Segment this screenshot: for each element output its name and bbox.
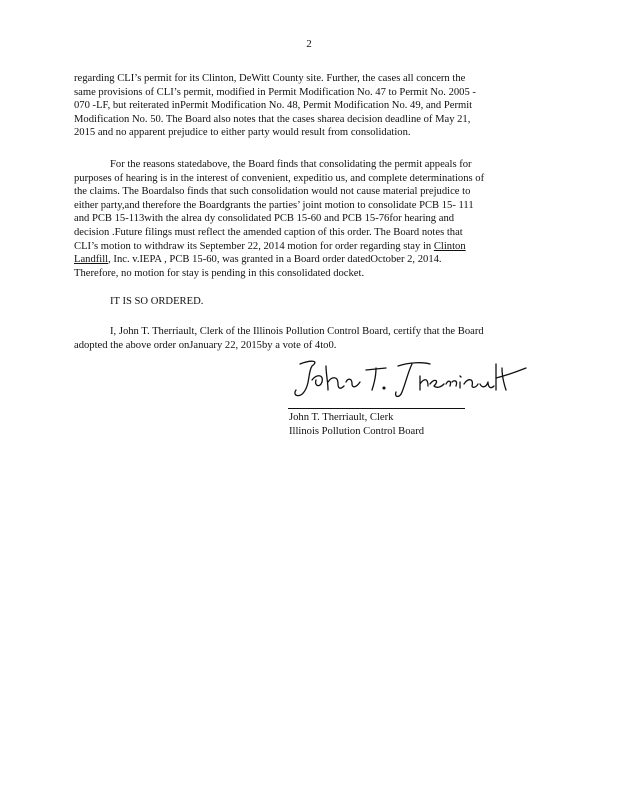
certification (74, 325, 532, 352)
paragraph-line: For the reasons statedabove, the Board finds that consolidating the permit appeals for (110, 159, 472, 170)
paragraph-line: same provisions of CLI’s permit, modified in Permit Modification No. 47 to Permit No. 2005 - (74, 86, 476, 98)
signatory-organization: Illinois Pollution Control Board (289, 426, 425, 437)
paragraph-line (74, 253, 532, 267)
paragraph-line: Therefore, no motion for stay is pending in this consolidated docket. (74, 267, 365, 279)
page-number: 2 (306, 38, 312, 50)
line-text: CLI’s motion to withdraw its September 22, 2014 motion for order regarding stay in (74, 240, 432, 252)
line-text: , Inc. v.IEPA , PCB 15-60, was granted in a Board order datedOctober 2, 2014. (108, 254, 442, 266)
paragraph-line: 2015 and no apparent prejudice to either party would result from consolidation. (74, 127, 411, 139)
paragraph-line: regarding CLI’s permit for its Clinton, DeWitt County site. Further, the cases all concern the (74, 73, 466, 84)
paragraph-line: Modification No. 50. The Board also notes that the cases sharea decision deadline of May 21, (74, 113, 471, 125)
certification-line: I, John T. Therriault, Clerk of the Illinois Pollution Control Board, certify that the Board (110, 326, 484, 337)
case-name-underlined: Landfill (74, 254, 109, 266)
paragraph-line: decision .Future filings must reflect the amended caption of this order. The Board notes that (74, 226, 463, 238)
paragraph-line: purposes of hearing is in the interest of convenient, expeditio us, and complete determinations of (74, 172, 485, 184)
so-ordered (110, 295, 568, 309)
so-ordered-text: IT IS SO ORDERED. (110, 296, 204, 307)
certification-line: adopted the above order onJanuary 22, 2015by a vote of 4to0. (74, 339, 337, 351)
paragraph-line: and PCB 15-113with the alrea dy consolidated PCB 15-60 and PCB 15-76for hearing and (74, 213, 455, 225)
paragraph-line: the claims. The Boardalso finds that such consolidation would not cause material prejudice to (74, 186, 471, 198)
paragraph-line: 070 -LF, but reiterated inPermit Modification No. 48, Permit Modification No. 49, and Permit (74, 100, 473, 112)
paragraph-consolidation-basis (74, 72, 532, 140)
paragraph-line (74, 240, 532, 254)
paragraph-findings (74, 158, 532, 280)
paragraph-line: either party,and therefore the Boardgrants the parties’ joint motion to consolidate PCB 15- 111 (74, 199, 474, 211)
signatory-name-title: John T. Therriault, Clerk (289, 412, 394, 423)
signature-line (288, 408, 465, 409)
handwritten-signature (290, 356, 530, 402)
case-name-underlined: Clinton (433, 240, 466, 252)
